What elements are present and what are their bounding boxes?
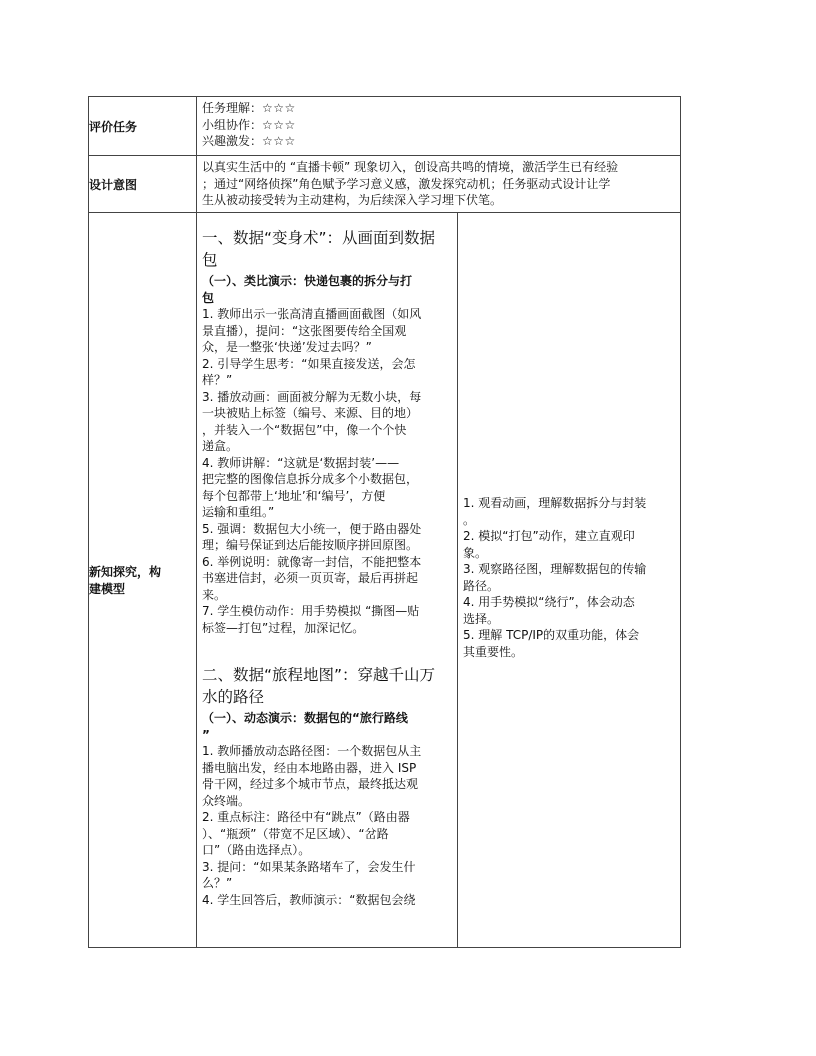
part1-subtitle: （一）、类比演示：快递包裹的拆分与打 包 xyxy=(202,274,413,305)
evaluation-row xyxy=(89,97,681,156)
evaluation-item: 兴趣激发：☆☆☆ xyxy=(202,134,296,148)
evaluation-content xyxy=(197,97,681,156)
student-activities xyxy=(458,213,681,948)
part1-body: 1. 教师出示一张高清直播画面截图（如风 景直播），提问：“这张图要传给全国观 众，是一整张‘快递’发过去吗？” 2. 引导学生思考：“如果直接发送，会怎 样？” 3. 播放动画：画面被分解为无数小块，每 一块被贴上标签（编号、来源、目的地） ，并装入一个“数据包”中，像一个个快 递盒。 4. 教师讲解：“这就是‘数据封装’—— 把完整的图像信息拆分成多个小数据包， 每个包都带上‘地址’和‘编号’，方便 运输和重组。” 5. 强调：数据包大小统一，便于路由器处 理；编号保证到达后能按顺序拼回原图。 6. 举例说明：就像寄一封信，不能把整本 书塞进信封，必须一页页寄，最后再拼起 来。 7. 学生模仿动作：用手势模拟 “撕图—贴 标签—打包”过程，加深记忆。 xyxy=(202,307,422,635)
star-rating: ☆☆☆ xyxy=(262,101,296,115)
star-rating: ☆☆☆ xyxy=(262,134,296,148)
teacher-activities xyxy=(197,213,458,948)
evaluation-item: 小组协作：☆☆☆ xyxy=(202,117,296,132)
part2-title: 二、数据“旅程地图”：穿越千山万 水的路径 xyxy=(202,666,436,706)
new-knowledge-label: 新知探究，构 建模型 xyxy=(89,213,197,948)
design-label: 设计意图 xyxy=(89,156,197,213)
part1-title: 一、数据“变身术”：从画面到数据 包 xyxy=(202,229,436,269)
part2-body: 1. 教师播放动态路径图：一个数据包从主 播电脑出发，经由本地路由器，进入 ISP 骨干网，经过多个城市节点，最终抵达观 众终端。 2. 重点标注：路径中有“跳点”（路由器 ）、“瓶颈”（带宽不足区域）、“岔路 口”（路由选择点）。 3. 提问：“如果某条路堵车了，会发生什 么？” 4. 学生回答后，教师演示：“数据包会绕 xyxy=(202,744,422,907)
evaluation-label: 评价任务 xyxy=(89,97,197,156)
design-row xyxy=(89,156,681,213)
design-content: 以真实生活中的 “直播卡顿” 现象切入，创设高共鸣的情境，激活学生已有经验 ；通过“网络侦探”角色赋予学习意义感，激发探究动机；任务驱动式设计让学 生从被动接受转为主动建构，为后续深入学习埋下伏笔。 xyxy=(197,156,681,213)
evaluation-item: 任务理解：☆☆☆ xyxy=(202,101,296,115)
star-rating: ☆☆☆ xyxy=(262,117,296,132)
part2-subtitle: （一）、动态演示：数据包的“旅行路线 ” xyxy=(202,711,408,742)
lesson-plan-table xyxy=(88,96,681,948)
new-knowledge-row xyxy=(89,213,681,948)
student-activities-list: 1. 观看动画，理解数据拆分与封装 。 2. 模拟“打包”动作，建立直观印 象。 3. 观察路径图，理解数据包的传输 路径。 4. 用手势模拟“绕行”，体会动态 选择。 5. 理解 TCP/IP的双重功能，体会 其重要性。 xyxy=(463,496,647,659)
